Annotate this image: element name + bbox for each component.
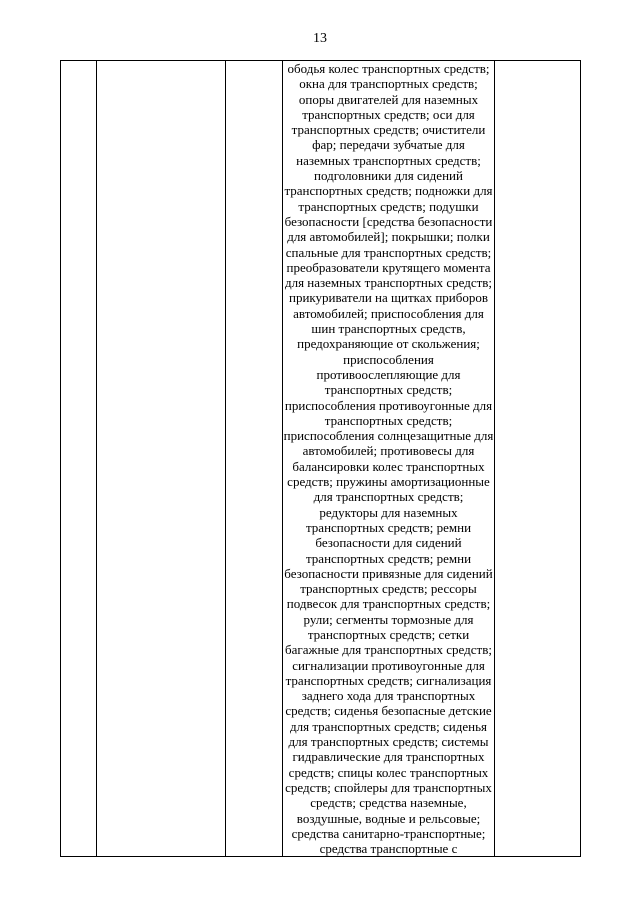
- text-line: для транспортных средств; системы: [288, 734, 489, 750]
- table-row: [61, 61, 581, 857]
- text-line: транспортных средств;: [324, 382, 453, 398]
- text-line: для транспортных средств; сиденья: [290, 718, 487, 734]
- text-line: безопасности для сидений: [315, 535, 462, 551]
- text-line: сигнализации противоугонные для: [292, 657, 485, 673]
- text-line: средств; сиденья безопасные детские: [285, 703, 492, 719]
- text-line: транспортных средств; рессоры: [300, 581, 477, 597]
- text-line: противоослепляющие для: [316, 366, 461, 382]
- text-line: транспортных средств; ремни: [305, 550, 472, 566]
- goods-list-text: [283, 61, 494, 856]
- text-line: преобразователи крутящего момента: [286, 259, 491, 275]
- text-line: наземных транспортных средств;: [296, 152, 481, 168]
- text-line: безопасности [средства безопасности: [284, 213, 493, 229]
- text-line: приспособления противоугонные для: [284, 397, 493, 413]
- text-line: для транспортных средств;: [313, 489, 464, 505]
- text-line: транспортных средств;: [324, 412, 453, 428]
- text-line: редукторы для наземных: [319, 504, 458, 520]
- text-line: для наземных транспортных средств;: [284, 275, 493, 291]
- text-line: транспортных средств; сигнализация: [285, 672, 492, 688]
- document-table: [60, 60, 581, 857]
- text-line: окна для транспортных средств;: [299, 76, 478, 92]
- text-line: автомобилей; приспособления для: [293, 305, 484, 321]
- text-line: транспортных средств; оси для: [302, 106, 475, 122]
- page-number: 13: [313, 31, 327, 46]
- text-line: ободья колес транспортных средств;: [287, 61, 490, 76]
- text-line: спальные для транспортных средств;: [285, 244, 492, 260]
- text-line: балансировки колес транспортных: [292, 458, 485, 474]
- notes-cell: [495, 61, 581, 857]
- text-line: шин транспортных средств,: [311, 321, 466, 337]
- text-line: безопасности привязные для сидений: [284, 565, 493, 581]
- text-line: средства санитарно-транспортные;: [291, 825, 486, 841]
- text-line: транспортных средств; ремни: [305, 519, 472, 535]
- text-line: фар; передачи зубчатые для: [312, 137, 465, 153]
- text-line: средств; спицы колес транспортных: [288, 764, 489, 780]
- text-line: рули; сегменты тормозные для: [303, 611, 474, 627]
- text-line: прикуриватели на щитках приборов: [289, 290, 488, 306]
- text-line: автомобилей; противовесы для: [302, 443, 475, 459]
- number-cell: [61, 61, 97, 857]
- text-line: подголовники для сидений: [314, 168, 463, 184]
- text-line: средств; спойлеры для транспортных: [285, 779, 492, 795]
- text-line: предохраняющие от скольжения;: [297, 336, 480, 352]
- text-line: заднего хода для транспортных: [301, 688, 476, 704]
- code-cell: [226, 61, 283, 857]
- text-line: транспортных средств; подножки для: [284, 183, 493, 199]
- text-line: транспортных средств; сетки: [307, 626, 470, 642]
- goods-list-cell: [283, 61, 495, 857]
- text-line: приспособления солнцезащитные для: [283, 428, 494, 444]
- text-line: для автомобилей]; покрышки; полки: [287, 229, 490, 245]
- text-line: средств; пружины амортизационные: [287, 474, 490, 490]
- text-line: средства транспортные с: [319, 841, 458, 857]
- text-line: воздушные, водные и рельсовые;: [296, 810, 481, 826]
- text-line: опоры двигателей для наземных: [298, 91, 479, 107]
- text-line: гидравлические для транспортных: [292, 749, 485, 765]
- text-line: подвесок для транспортных средств;: [286, 596, 491, 612]
- class-cell: [97, 61, 226, 857]
- text-line: багажные для транспортных средств;: [285, 642, 492, 658]
- text-line: транспортных средств; подушки: [298, 198, 479, 214]
- text-line: средств; средства наземные,: [310, 795, 467, 811]
- text-line: транспортных средств; очистители: [291, 122, 486, 138]
- text-line: приспособления: [343, 351, 434, 367]
